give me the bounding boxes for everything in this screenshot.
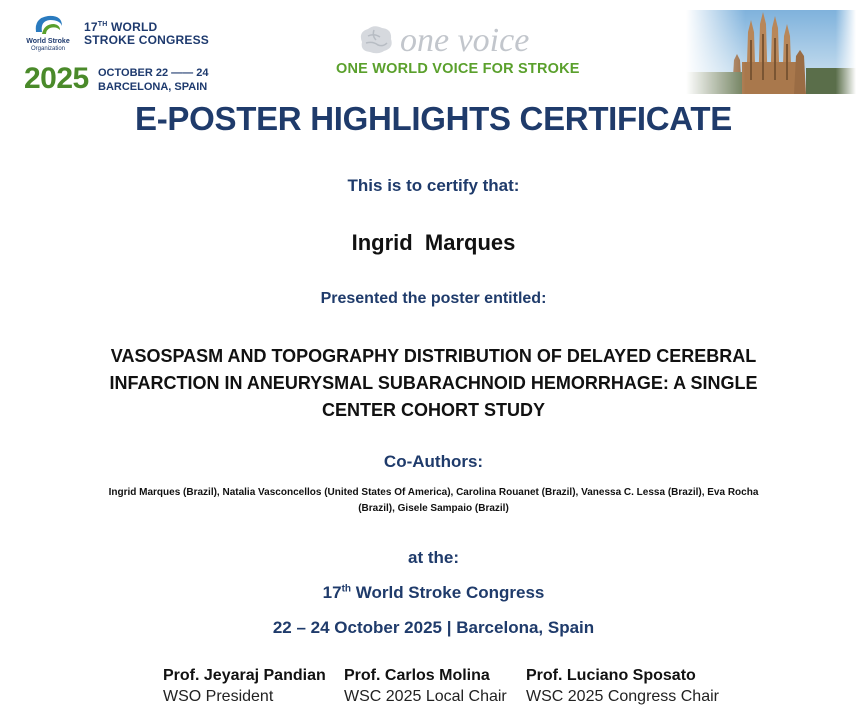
one-voice-brand xyxy=(330,20,600,90)
brain-icon xyxy=(356,24,396,58)
signatory-president xyxy=(163,666,353,708)
coauthors-heading: Co-Authors: xyxy=(383,452,484,471)
signatory-role: WSO President xyxy=(163,688,274,705)
congress-dates: OCTOBER 22 —— 24 BARCELONA, SPAIN xyxy=(98,67,209,93)
signatory-congress-chair xyxy=(526,666,719,708)
signatory-name: Prof. Luciano Sposato xyxy=(526,667,696,684)
event-name: 17th World Stroke Congress xyxy=(322,583,545,602)
event-date-location: 22 – 24 October 2025 | Barcelona, Spain xyxy=(272,618,595,637)
congress-name: 17TH WORLD STROKE CONGRESS xyxy=(84,20,210,47)
certify-text: This is to certify that: xyxy=(347,176,520,195)
sagrada-familia-photo xyxy=(686,10,856,94)
signatory-local-chair xyxy=(344,666,534,708)
signatory-role: WSC 2025 Local Chair xyxy=(344,688,507,705)
poster-title: VASOSPASM AND TOPOGRAPHY DISTRIBUTION OF DELAYED CEREBRAL INFARCTION IN ANEURYSMAL SUBARACHNOID HEMORRHAGE: A SINGLE CENTER COHORT STUDY xyxy=(109,346,758,420)
recipient-name: Ingrid Marques xyxy=(351,230,516,255)
certificate-title: E-POSTER HIGHLIGHTS CERTIFICATE xyxy=(135,100,732,137)
coauthors-list: Ingrid Marques (Brazil), Natalia Vasconcellos (United States Of America), Carolina Rouanet (Brazil), Vanessa C. Lessa (Brazil), Eva Rocha (Brazil), Gisele Sampaio (Brazil) xyxy=(108,487,759,514)
wso-logo-icon xyxy=(30,12,66,38)
brand-tagline: ONE WORLD VOICE FOR STROKE xyxy=(336,61,580,77)
at-text: at the: xyxy=(408,548,459,567)
congress-year: 2025 xyxy=(24,62,89,95)
signatory-name: Prof. Carlos Molina xyxy=(344,667,490,684)
presented-text: Presented the poster entitled: xyxy=(320,290,547,307)
signatory-role: WSC 2025 Congress Chair xyxy=(526,688,719,705)
congress-logo xyxy=(22,10,222,100)
signatory-name: Prof. Jeyaraj Pandian xyxy=(163,667,326,684)
one-voice-script: one voice xyxy=(400,22,530,59)
wso-name: World Stroke Organization xyxy=(26,38,70,52)
